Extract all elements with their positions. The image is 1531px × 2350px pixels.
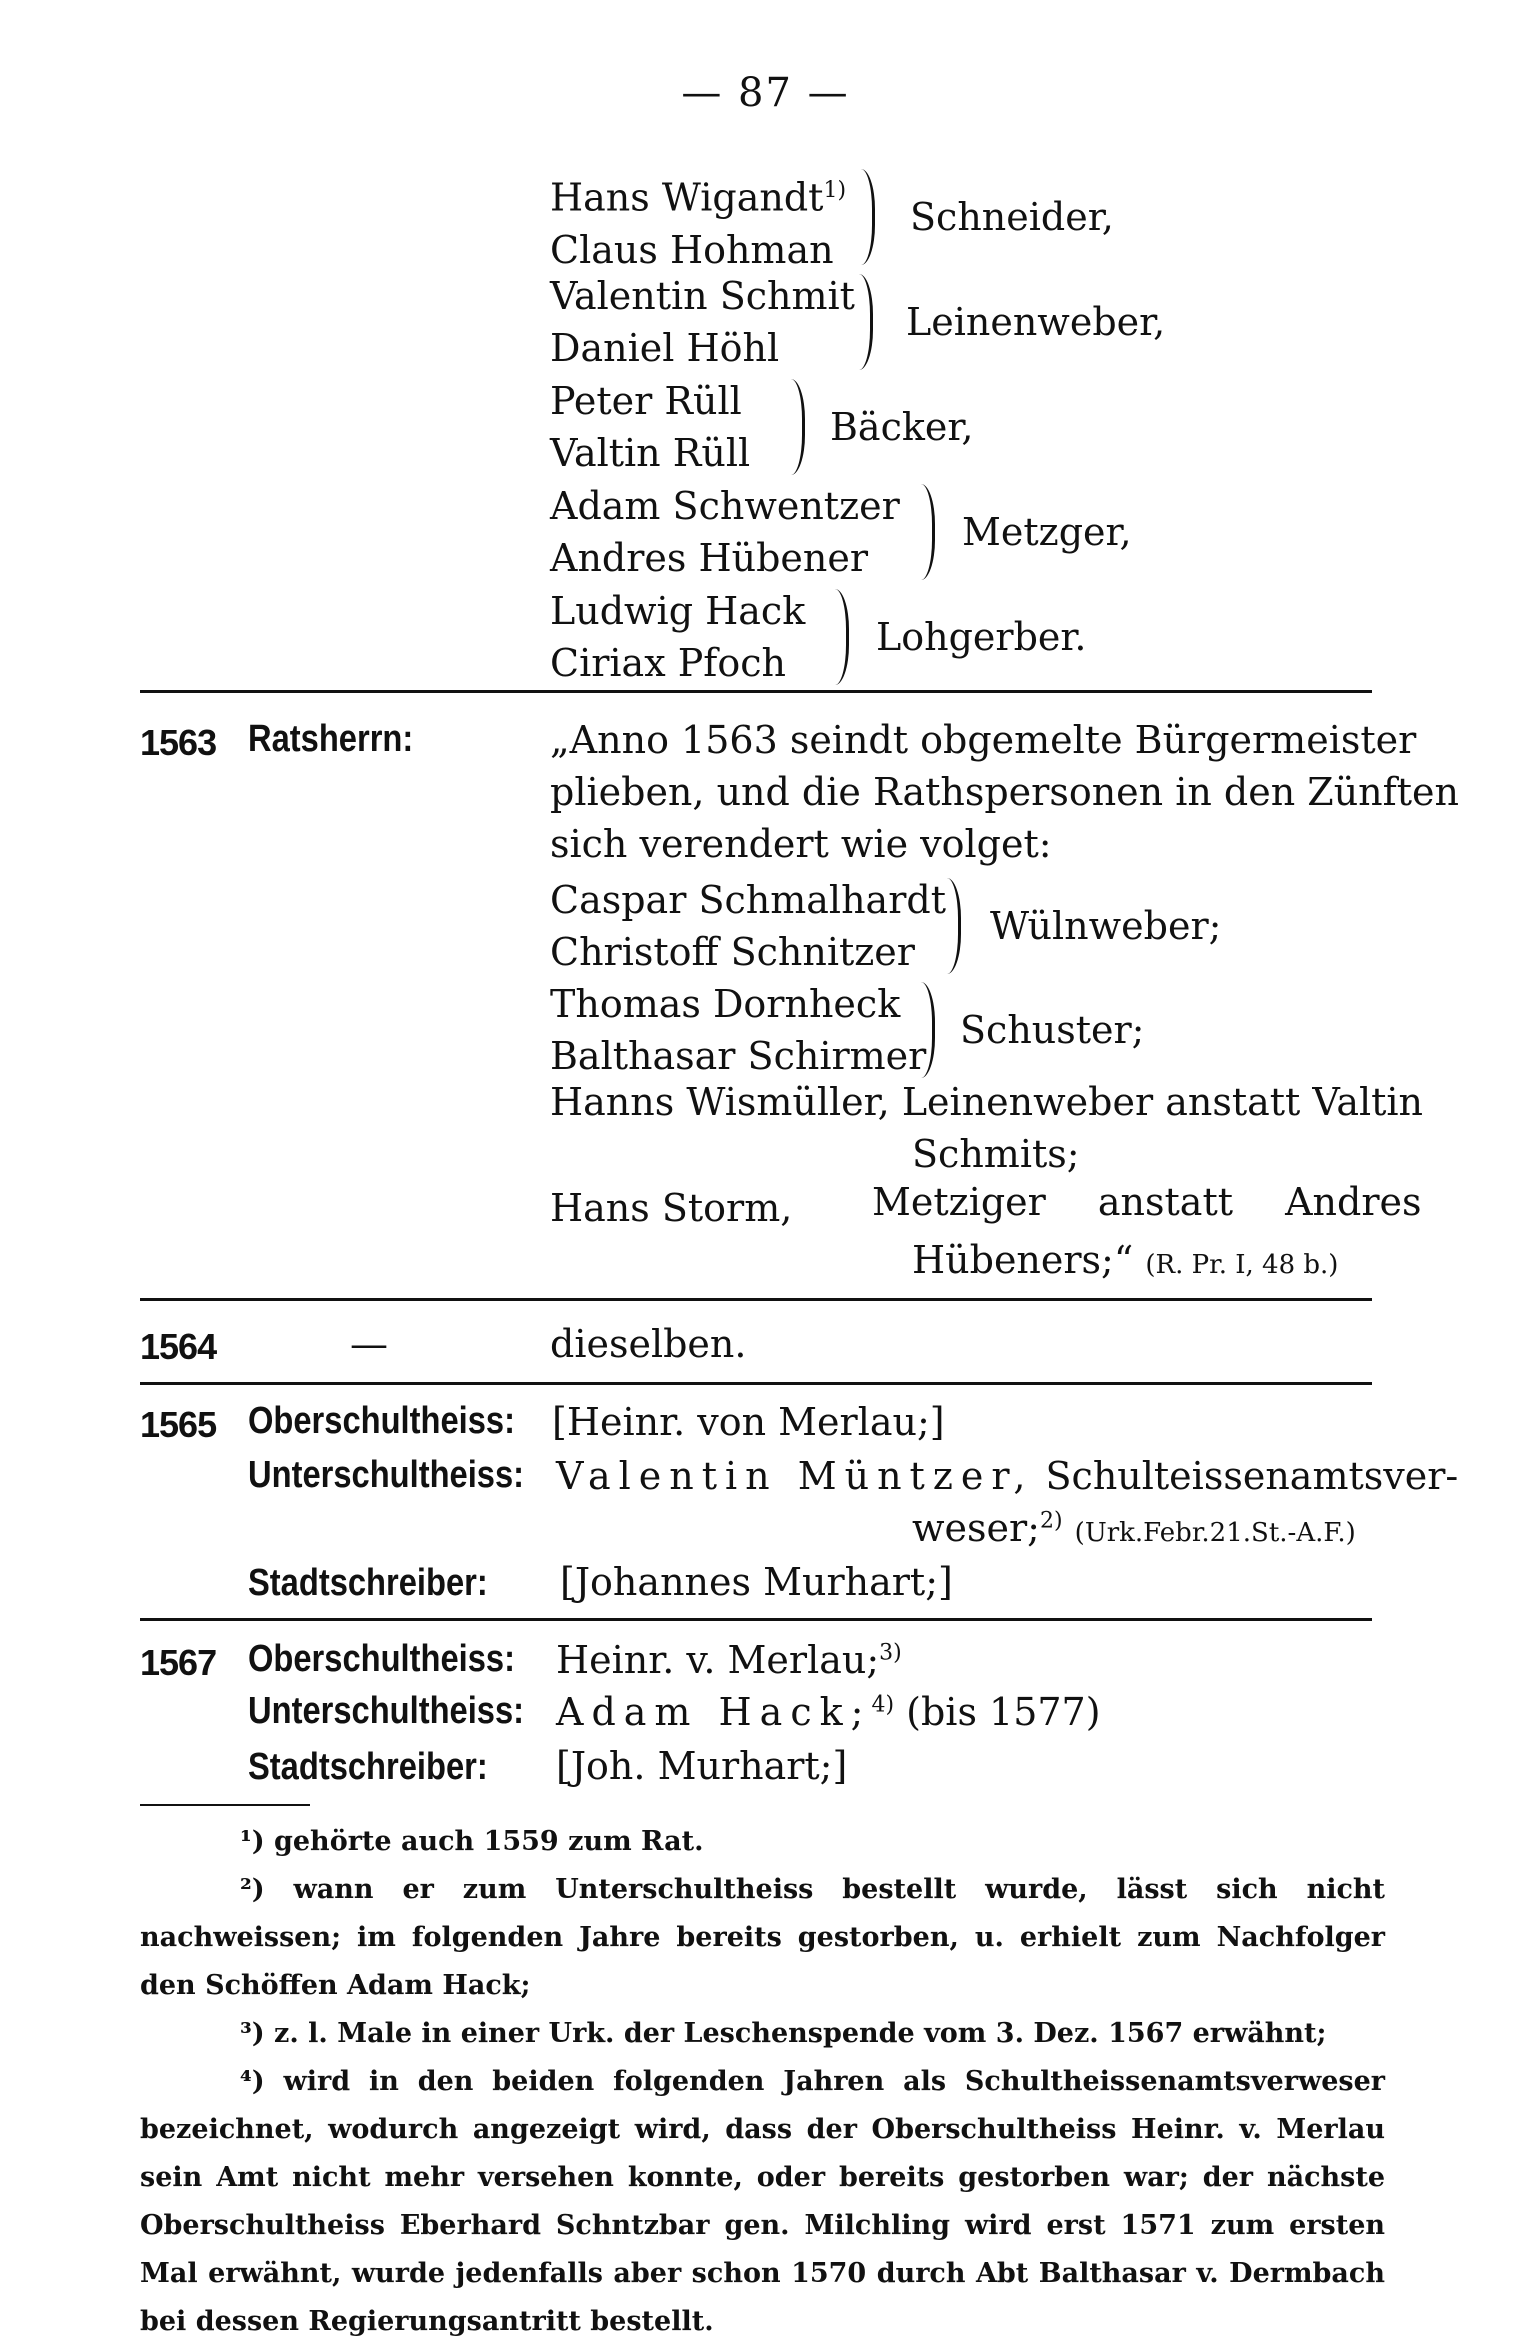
- stadtschreiber-value: [Joh. Murhart;]: [556, 1744, 848, 1788]
- footnote: ³) z. l. Male in einer Urk. der Leschenspende vom 3. Dez. 1567 erwähnt;: [240, 2018, 1327, 2049]
- footnote: ²) wann er zum Unterschultheiss bestellt wurde, lässt sich nicht nachweissen; im folgenden Jahre bereits gestorben, u. erhielt zum Nachfolger den Schöffen Adam Hack;: [140, 1874, 1385, 2001]
- section-divider: [140, 1298, 1372, 1301]
- footnote-marker: 4): [871, 1692, 895, 1718]
- guild-names: [550, 165, 846, 276]
- guild-name: Hans Wigandt: [550, 175, 824, 220]
- storm-rest: Metziger anstatt Andres: [872, 1180, 1422, 1224]
- guild-name: Christoff Schnitzer: [550, 930, 915, 974]
- oberschultheiss-value: [Heinr. von Merlau;]: [552, 1400, 945, 1444]
- guild-names: [550, 874, 946, 978]
- oberschultheiss-name: Heinr. v. Merlau;: [556, 1638, 880, 1682]
- source-reference: (Urk.Febr.21.St.-A.F.): [1074, 1518, 1356, 1548]
- unterschultheiss-value: [556, 1690, 1101, 1734]
- footnote-divider: [140, 1804, 310, 1806]
- unterschultheiss-cont: [912, 1506, 1356, 1550]
- storm-name: Hans Storm,: [550, 1186, 793, 1230]
- brace: [790, 379, 805, 475]
- unterschultheiss-title: Schulteissenamtsver-: [1045, 1454, 1459, 1498]
- guild-trade: Schuster;: [960, 1008, 1145, 1052]
- stadtschreiber-value: [Johannes Murhart;]: [560, 1560, 953, 1604]
- section-divider: [140, 1382, 1372, 1385]
- dieselben-text: dieselben.: [550, 1322, 747, 1366]
- year-1567: 1567: [140, 1642, 217, 1683]
- guild-names: [550, 480, 900, 584]
- guild-names: [550, 270, 855, 374]
- ratsherrn-label: Ratsherrn:: [248, 718, 414, 760]
- guild-trade: Schneider,: [910, 195, 1114, 239]
- footnote: ¹) gehörte auch 1559 zum Rat.: [240, 1826, 704, 1857]
- guild-name: Balthasar Schirmer: [550, 1034, 927, 1078]
- unterschultheiss-value: [556, 1454, 1458, 1498]
- unterschultheiss-name: Valentin Müntzer,: [556, 1454, 1034, 1498]
- unterschultheiss-term: (bis 1577): [906, 1690, 1101, 1734]
- guild-trade: Bäcker,: [830, 405, 974, 449]
- year-1564: 1564: [140, 1326, 217, 1367]
- unterschultheiss-name: Adam Hack;: [556, 1690, 872, 1734]
- guild-name: Claus Hohman: [550, 227, 834, 272]
- page-number: — 87 —: [681, 70, 850, 116]
- guild-name: Valentin Schmit: [550, 274, 855, 318]
- unterschultheiss-cont-text: weser;: [912, 1506, 1040, 1550]
- brace: [860, 169, 875, 265]
- guild-trade: Lohgerber.: [876, 615, 1087, 659]
- guild-trade: Metzger,: [962, 510, 1132, 554]
- intro-line: „Anno 1563 seindt obgemelte Bürgermeister: [550, 718, 1417, 762]
- wismueller-line-cont: Schmits;: [912, 1132, 1080, 1176]
- dash: —: [350, 1322, 388, 1366]
- brace: [920, 982, 935, 1078]
- footnotes: [140, 1818, 1385, 2346]
- brace: [946, 878, 961, 974]
- oberschultheiss-label: Oberschultheiss:: [248, 1400, 515, 1442]
- guild-name: Caspar Schmalhardt: [550, 878, 946, 922]
- guild-name: Adam Schwentzer: [550, 484, 900, 528]
- wismueller-line: Hanns Wismüller, Leinenweber anstatt Valtin: [550, 1080, 1424, 1124]
- brace: [834, 589, 849, 685]
- section-divider: [140, 1618, 1372, 1621]
- guild-name: Ciriax Pfoch: [550, 641, 786, 685]
- footnote: ⁴) wird in den beiden folgenden Jahren als Schultheissenamtsverweser bezeichnet, wodurch angezeigt wird, dass der Oberschultheiss Heinr. v. Merlau sein Amt nicht mehr versehen konnte, oder bereits gestorben war; der nächste Oberschultheiss Eberhard Schntzbar gen. Milchling wird erst 1571 zum ersten Mal erwähnt, wurde jedenfalls aber schon 1570 durch Abt Balthasar v. Dermbach bei dessen Regierungsantritt bestellt.: [140, 2066, 1385, 2337]
- guild-names: [550, 375, 750, 479]
- guild-name: Valtin Rüll: [550, 431, 751, 475]
- year-1565: 1565: [140, 1404, 217, 1445]
- section-divider: [140, 690, 1372, 693]
- guild-name: Thomas Dornheck: [550, 982, 901, 1026]
- guild-name: Daniel Höhl: [550, 326, 780, 370]
- year-1563: 1563: [140, 722, 217, 763]
- guild-names: [550, 978, 926, 1082]
- oberschultheiss-value: [556, 1638, 902, 1682]
- unterschultheiss-label: Unterschultheiss:: [248, 1454, 525, 1496]
- intro-line: plieben, und die Rathspersonen in den Zünften: [550, 770, 1459, 814]
- oberschultheiss-label: Oberschultheiss:: [248, 1638, 515, 1680]
- guild-names: [550, 585, 805, 689]
- stadtschreiber-label: Stadtschreiber:: [248, 1562, 488, 1604]
- intro-line: sich verendert wie volget:: [550, 822, 1052, 866]
- footnote-marker: 1): [823, 178, 847, 203]
- source-reference: (R. Pr. I, 48 b.): [1145, 1250, 1339, 1280]
- unterschultheiss-label: Unterschultheiss:: [248, 1690, 525, 1732]
- guild-trade: Wülnweber;: [990, 904, 1222, 948]
- footnote-marker: 3): [879, 1640, 902, 1666]
- guild-name: Ludwig Hack: [550, 589, 806, 633]
- guild-trade: Leinenweber,: [906, 300, 1166, 344]
- guild-name: Peter Rüll: [550, 379, 742, 423]
- brace: [858, 274, 873, 370]
- storm-cont-text: Hübeners;“: [912, 1238, 1134, 1282]
- footnote-marker: 2): [1039, 1508, 1063, 1534]
- storm-line-cont: [912, 1238, 1338, 1282]
- brace: [920, 484, 935, 580]
- guild-name: Andres Hübener: [550, 536, 869, 580]
- stadtschreiber-label: Stadtschreiber:: [248, 1746, 488, 1788]
